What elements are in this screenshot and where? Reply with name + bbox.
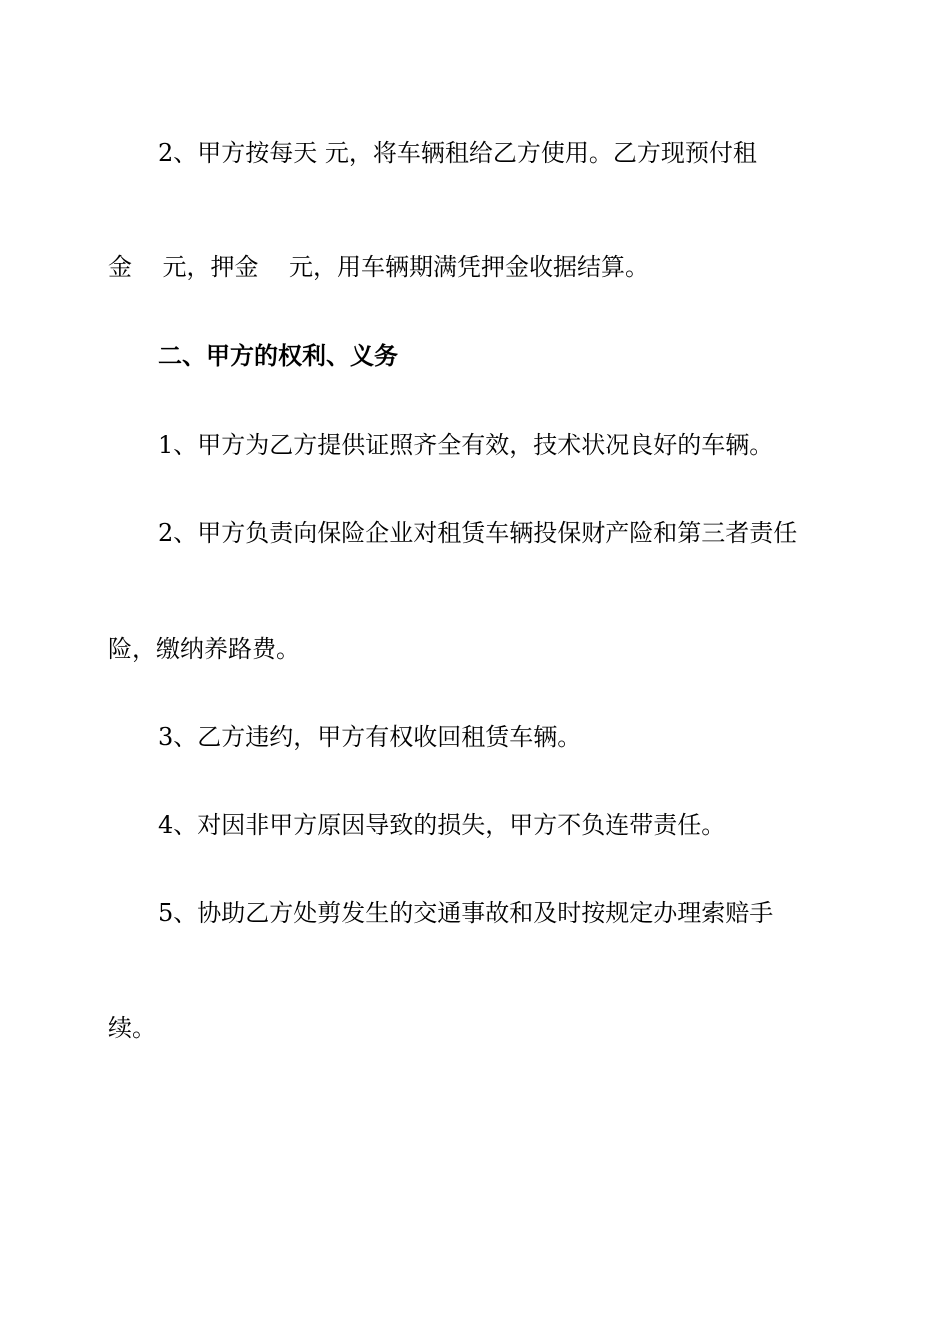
- duty-5-line-1: 5、协助乙方处剪发生的交通事故和及时按规定办理索赔手: [158, 899, 774, 927]
- clause-2-line-2: 金 元，押金 元，用车辆期满凭押金收据结算。: [108, 253, 650, 281]
- duty-2-line-2: 险，缴纳养路费。: [108, 635, 300, 663]
- duty-2-line-1: 2、甲方负责向保险企业对租赁车辆投保财产险和第三者责任: [158, 519, 798, 547]
- duty-1: 1、甲方为乙方提供证照齐全有效，技术状况良好的车辆。: [158, 431, 774, 459]
- clause-2-line-1: 2、甲方按每天 元，将车辆租给乙方使用。乙方现预付租: [158, 139, 757, 167]
- section-heading: 二、甲方的权利、义务: [158, 341, 398, 370]
- duty-5-line-2: 续。: [108, 1014, 156, 1042]
- duty-4: 4、对因非甲方原因导致的损失，甲方不负连带责任。: [158, 811, 726, 839]
- duty-3: 3、乙方违约，甲方有权收回租赁车辆。: [158, 723, 582, 751]
